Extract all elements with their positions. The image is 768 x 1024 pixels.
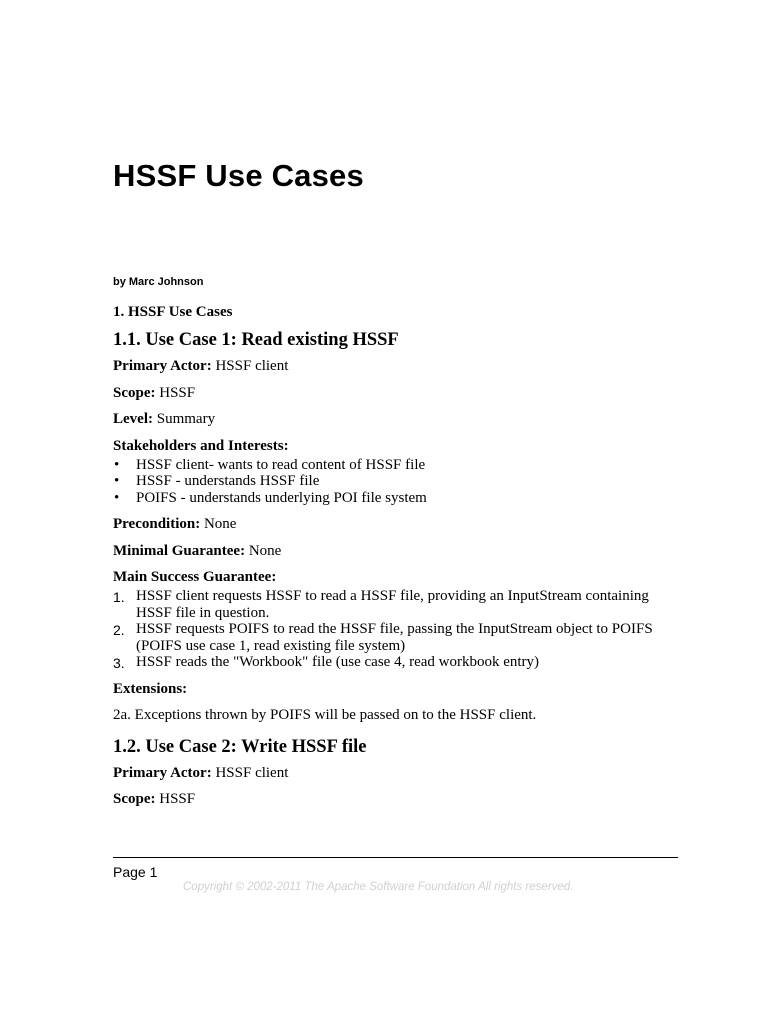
bullet-marker: •: [114, 456, 120, 473]
stakeholders-list: [113, 457, 683, 507]
field-label: Scope:: [113, 791, 156, 807]
section-heading-1: 1. HSSF Use Cases: [113, 304, 233, 320]
document-body: [113, 300, 683, 816]
field-value: None: [200, 516, 237, 532]
bullet-marker: •: [114, 489, 120, 506]
step-text: HSSF requests POIFS to read the HSSF file, passing the InputStream object to POIFS (POIFS use case 1, read existing file system): [136, 621, 653, 654]
uc1-stakeholders-label: Stakeholders and Interests:: [113, 437, 289, 454]
field-value: HSSF client: [211, 764, 289, 781]
field-value: None: [245, 542, 282, 559]
uc1-primary-actor: [113, 356, 683, 383]
footer-page-number: Page 1: [113, 864, 158, 880]
uc2-primary-actor: [113, 763, 683, 790]
field-value: HSSF: [155, 791, 196, 807]
field-value: HSSF: [155, 384, 196, 401]
uc1-extensions-text: 2a. Exceptions thrown by POIFS will be passed on to the HSSF client.: [113, 706, 537, 723]
uc1-extensions-label: Extensions:: [113, 680, 188, 697]
field-label: Precondition:: [113, 516, 201, 532]
field-label: Level:: [113, 411, 153, 427]
list-item: [113, 490, 683, 507]
footer-copyright: Copyright © 2002-2011 The Apache Software Foundation All rights reserved.: [183, 881, 574, 893]
main-success-steps: [113, 588, 683, 671]
uc1-level: [113, 409, 683, 436]
uc1-minimal-guarantee: [113, 541, 683, 568]
step-number: 2.: [113, 622, 125, 638]
list-item: [113, 654, 683, 671]
use-case-2-heading: 1.2. Use Case 2: Write HSSF file: [113, 736, 367, 757]
field-label: Scope:: [113, 384, 156, 401]
list-item: [113, 588, 683, 621]
field-label: Primary Actor:: [113, 358, 212, 374]
step-number: 1.: [113, 589, 125, 605]
uc1-scope: [113, 383, 683, 410]
step-text: HSSF reads the "Workbook" file (use case 4, read workbook entry): [136, 654, 540, 670]
document-title: HSSF Use Cases: [113, 158, 364, 193]
document-author: by Marc Johnson: [113, 276, 204, 288]
list-item: [113, 473, 683, 490]
field-label: Primary Actor:: [113, 764, 212, 781]
list-item-text: HSSF - understands HSSF file: [136, 473, 320, 489]
uc1-main-success-label: Main Success Guarantee:: [113, 569, 277, 585]
footer-divider: [113, 857, 678, 858]
list-item-text: HSSF client- wants to read content of HSSF file: [136, 456, 426, 473]
step-text: HSSF client requests HSSF to read a HSSF file, providing an InputStream containing HSSF file in question.: [136, 588, 649, 621]
use-case-1-heading: 1.1. Use Case 1: Read existing HSSF: [113, 330, 399, 350]
list-item-text: POIFS - understands underlying POI file system: [136, 489, 427, 506]
field-value: HSSF client: [211, 358, 289, 374]
bullet-marker: •: [114, 473, 120, 489]
field-label: Minimal Guarantee:: [113, 542, 246, 559]
list-item: [113, 621, 683, 654]
list-item: [113, 457, 683, 474]
uc2-scope: [113, 789, 683, 816]
uc1-precondition: [113, 514, 683, 541]
step-number: 3.: [113, 655, 125, 671]
field-value: Summary: [152, 411, 216, 427]
